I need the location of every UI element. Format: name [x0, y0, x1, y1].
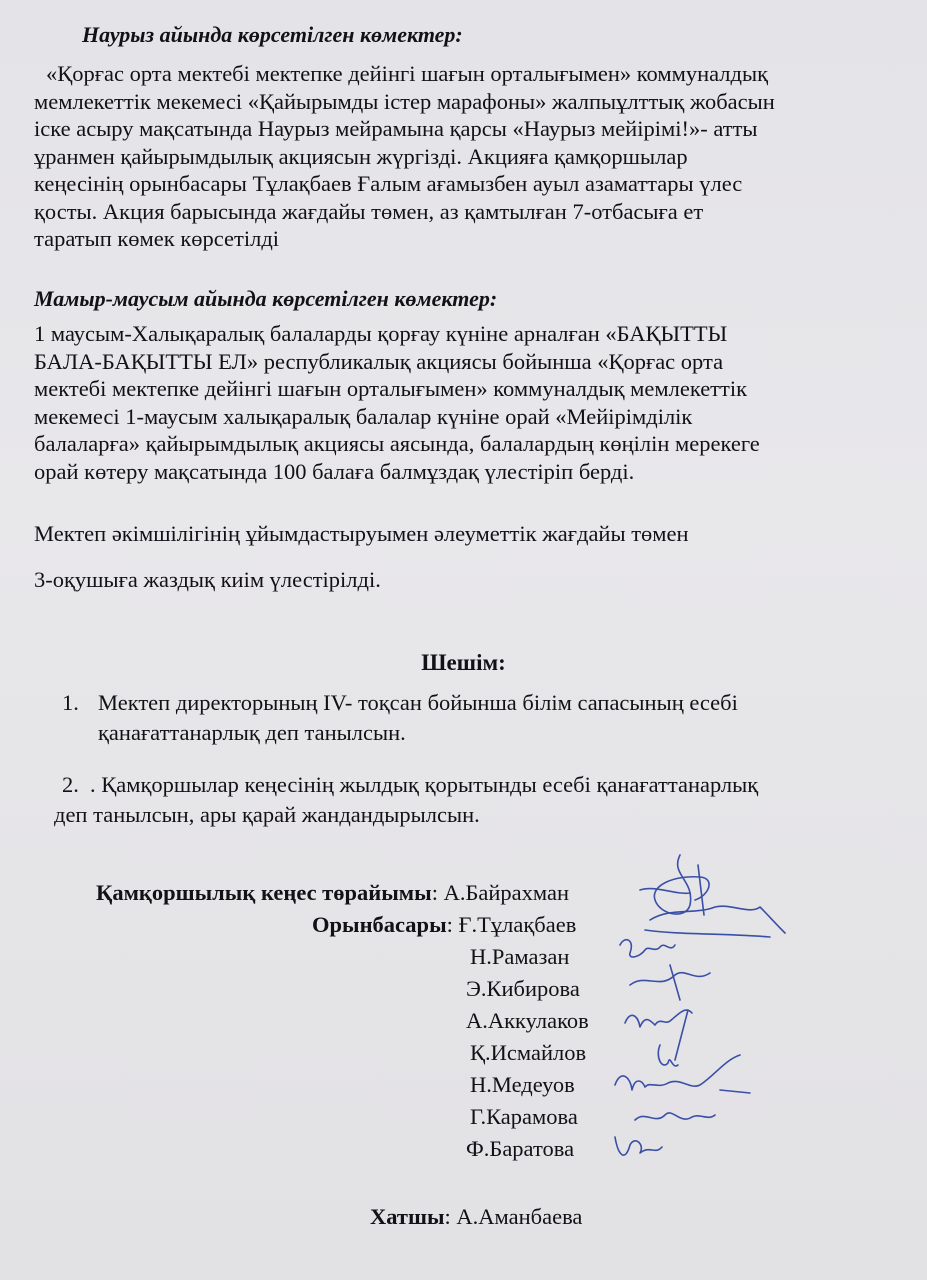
paragraph-nauryz	[34, 60, 904, 253]
item-text: . Қамқоршылар кеңесінің жылдық қорытынды есебі қанағаттанарлық	[90, 772, 759, 797]
member-name: Қ.Исмайлов	[470, 1040, 587, 1065]
text-line: «Қорғас орта мектебі мектепке дейінгі шағын орталығымен» коммуналдық	[46, 61, 769, 86]
member-name: Г.Карамова	[470, 1104, 578, 1129]
item-text: қанағаттанарлық деп танылсын.	[98, 720, 406, 745]
member-name: А.Аккулаков	[466, 1008, 589, 1033]
deputy-signatory	[312, 912, 576, 938]
chair-name: : А.Байрахман	[431, 880, 569, 905]
text-line: 1 маусым-Халықаралық балаларды қорғау күніне арналған «БАҚЫТТЫ	[34, 321, 728, 346]
chair-label: Қамқоршылық кеңес төрайымы	[96, 880, 432, 905]
text-line: мектебі мектепке дейінгі шағын орталығымен» коммуналдық мемлекеттік	[34, 376, 748, 401]
chair-signatory	[96, 880, 569, 906]
item-number: 1.	[62, 690, 79, 715]
text-line: балаларға» қайырымдылық акциясы аясында, балалардың көңілін мерекеге	[34, 431, 760, 456]
text-line: қосты. Акция барысында жағдайы төмен, аз қамтылған 7-отбасыға ет	[34, 198, 704, 224]
secretary-name: : А.Аманбаева	[444, 1204, 583, 1229]
section-heading-nauryz: Наурыз айында көрсетілген көмектер:	[82, 22, 463, 47]
section-heading-mamyr: Мамыр-маусым айында көрсетілген көмектер:	[34, 286, 498, 311]
text-line: таратып көмек көрсетілді	[34, 226, 280, 251]
member-name: Э.Кибирова	[466, 976, 580, 1001]
resolution-item	[54, 770, 892, 830]
member-name: Н.Рамазан	[470, 944, 570, 969]
item-number: 2.	[62, 772, 79, 797]
text-line: мемлекеттік мекемесі «Қайырымды істер марафоны» жалпыұлттық жобасын	[34, 88, 775, 114]
text-line: Мектеп әкімшілігінің ұйымдастыруымен әлеуметтік жағдайы төмен	[34, 521, 689, 546]
handwritten-signatures	[600, 845, 800, 1165]
text-line: ұранмен қайырымдылық акциясын жүргізді. Акцияға қамқоршылар	[34, 143, 688, 169]
deputy-label: Орынбасары	[312, 912, 447, 937]
item-text: деп танылсын, ары қарай жандандырылсын.	[54, 802, 480, 827]
text-line: кеңесінің орынбасары Тұлақбаев Ғалым ағамызбен ауыл азаматтары үлес	[34, 171, 743, 196]
secretary-signatory	[370, 1204, 582, 1230]
item-text: Мектеп директорының IV- тоқсан бойынша білім сапасының есебі	[98, 690, 738, 715]
resolution-item	[62, 688, 892, 748]
resolution-title: Шешім:	[421, 650, 506, 675]
secretary-label: Хатшы	[370, 1204, 445, 1229]
text-line: іске асыру мақсатында Наурыз мейрамына қарсы «Наурыз мейірімі!»- атты	[34, 116, 758, 141]
text-line: мекемесі 1-маусым халықаралық балалар күніне орай «Мейірімділік	[34, 403, 693, 429]
member-name: Н.Медеуов	[470, 1072, 575, 1097]
text-line: БАЛА-БАҚЫТТЫ ЕЛ» республикалық акциясы бойынша «Қорғас орта	[34, 348, 724, 374]
member-name: Ф.Баратова	[466, 1136, 575, 1161]
paragraph-mamyr	[34, 320, 904, 485]
deputy-name: : Ғ.Тұлақбаев	[446, 912, 577, 937]
text-line: 3-оқушыға жаздық киім үлестірілді.	[34, 567, 381, 592]
text-line: орай көтеру мақсатында 100 балаға балмұздақ үлестіріп берді.	[34, 458, 635, 484]
